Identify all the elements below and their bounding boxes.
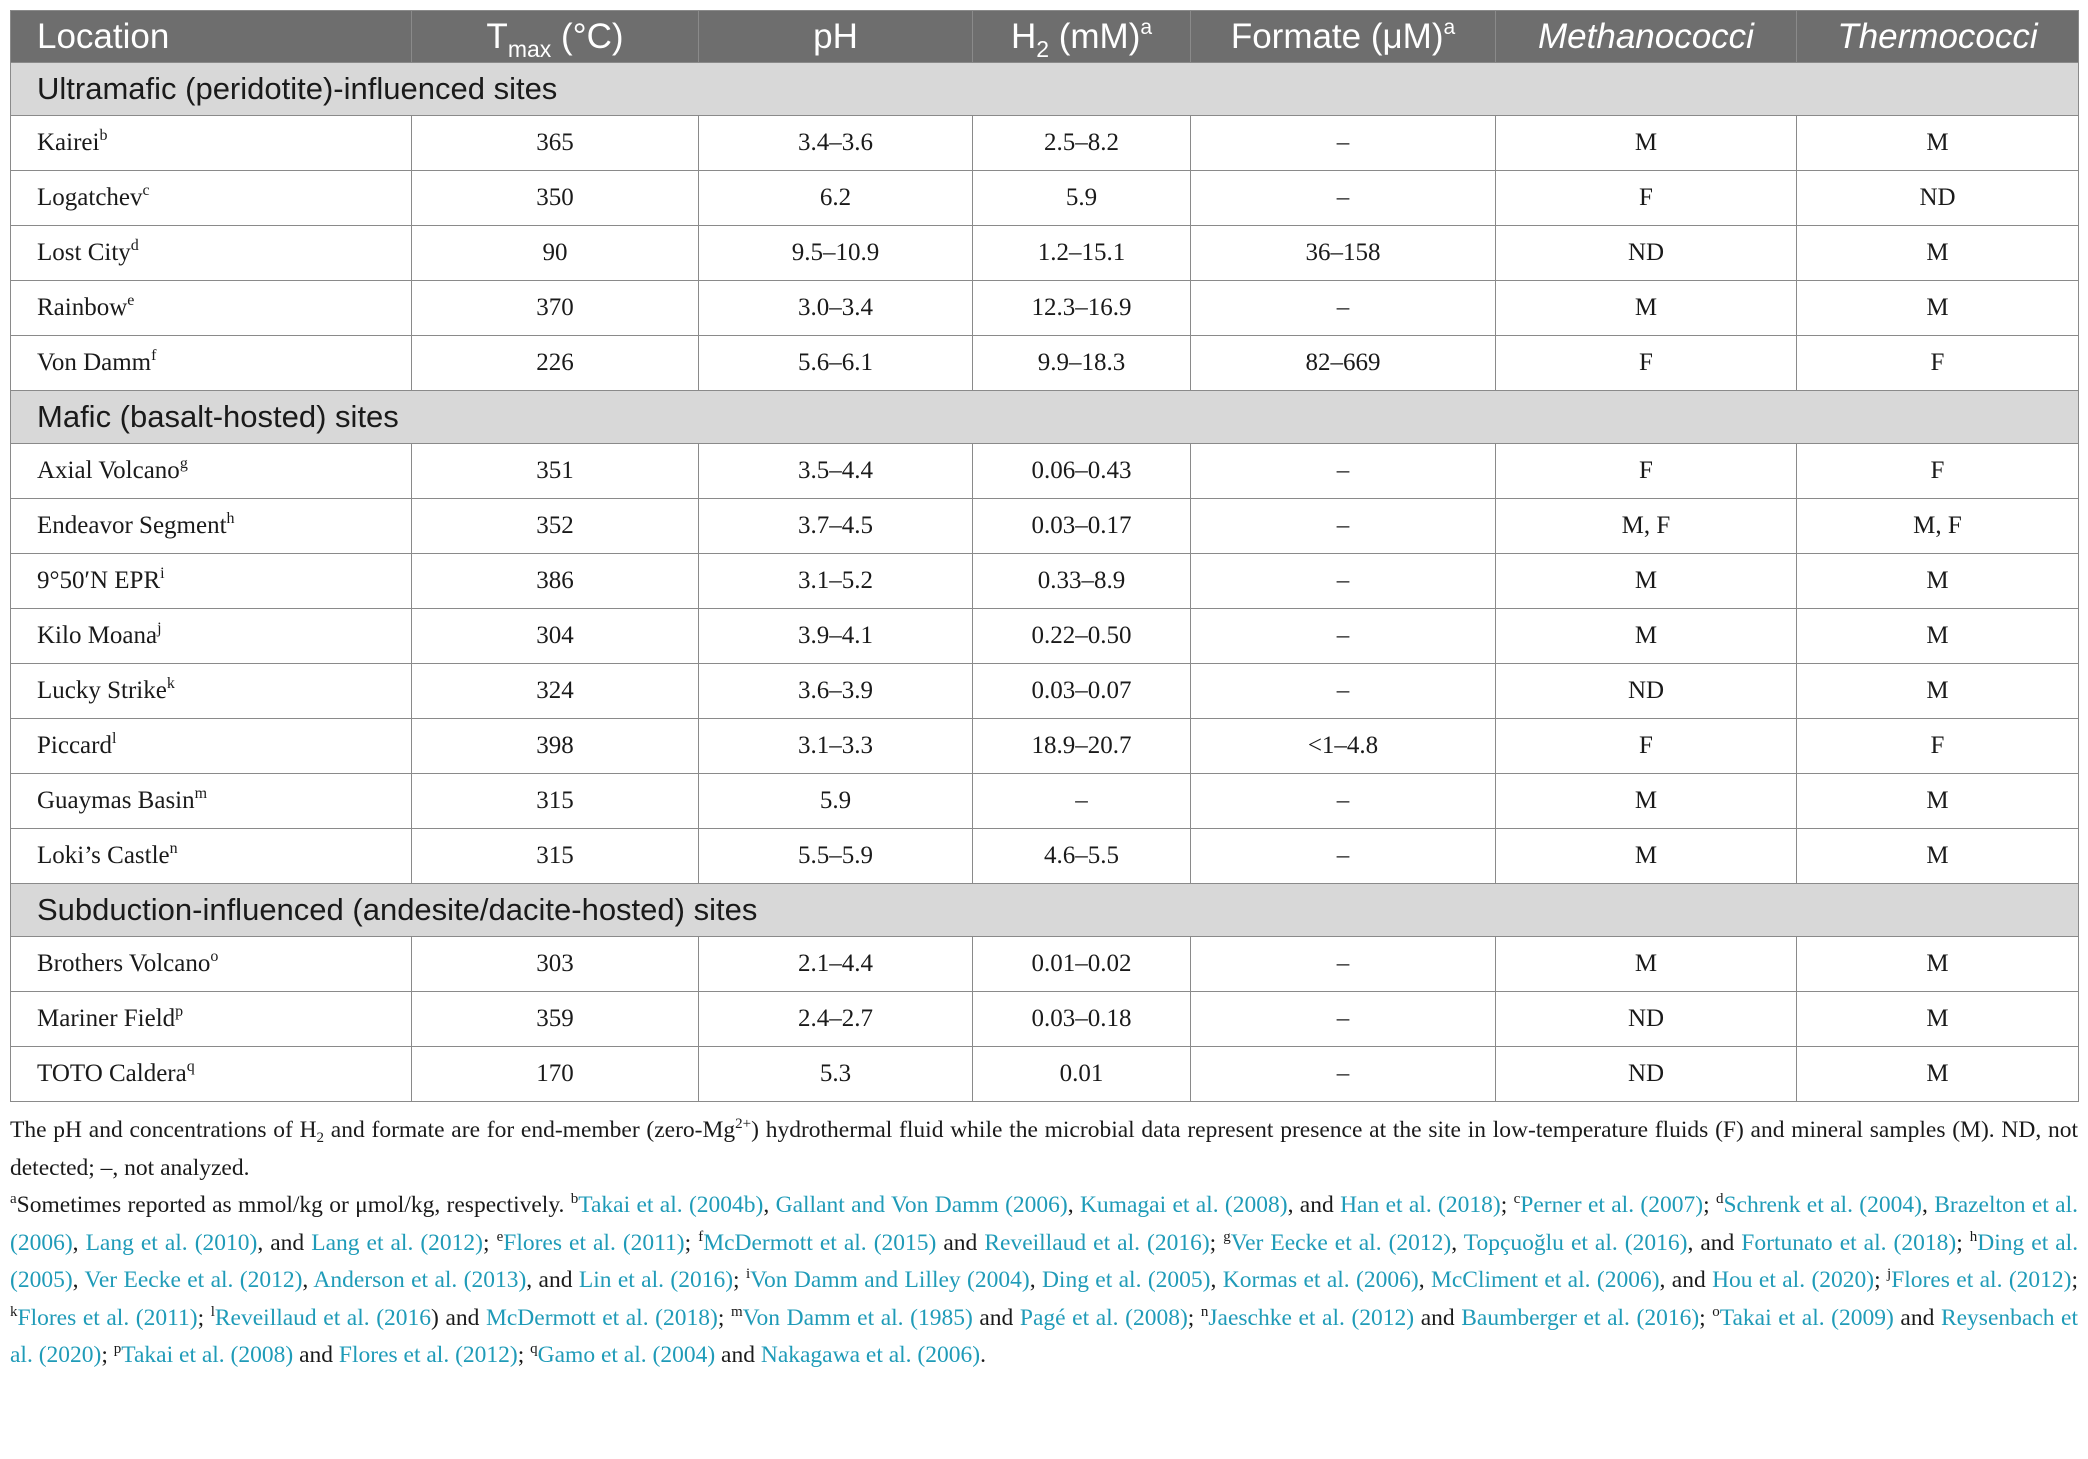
reference-link[interactable]: Fortunato et al. (2018) [1741, 1229, 1957, 1256]
cell-tmax: 315 [412, 774, 699, 829]
cell-methanococci: M [1496, 116, 1797, 171]
section-row [11, 391, 2079, 444]
reference-link[interactable]: Topçuoğlu et al. (2016) [1463, 1229, 1688, 1256]
footnote-text: , [763, 1192, 776, 1218]
cell-formate: – [1191, 609, 1496, 664]
cell-methanococci: M, F [1496, 499, 1797, 554]
cell-ph: 3.6–3.9 [699, 664, 973, 719]
cell-location [11, 937, 412, 992]
location-name: Von Damm [37, 349, 152, 376]
footnote-marker: h [226, 510, 235, 527]
footnote-marker: q [530, 1341, 538, 1357]
table-row [11, 336, 2079, 391]
cell-formate: – [1191, 554, 1496, 609]
footnote-text: ; [1703, 1192, 1716, 1218]
footnote-text: , and [257, 1229, 312, 1256]
section-row [11, 884, 2079, 937]
cell-ph: 6.2 [699, 171, 973, 226]
cell-methanococci: M [1496, 281, 1797, 336]
cell-ph: 9.5–10.9 [699, 226, 973, 281]
cell-ph: 5.3 [699, 1047, 973, 1102]
cell-h2: 5.9 [973, 171, 1191, 226]
cell-formate: <1–4.8 [1191, 719, 1496, 774]
footnote-marker: i [745, 1266, 751, 1282]
footnote-text: ) and [431, 1304, 486, 1331]
footnote-marker: j [1887, 1266, 1892, 1282]
cell-methanococci: F [1496, 444, 1797, 499]
footnote-text: The pH and concentrations of H [10, 1117, 317, 1143]
table-row [11, 774, 2079, 829]
reference-link[interactable]: Ding et al. (2005) [10, 1229, 2079, 1293]
cell-formate: – [1191, 992, 1496, 1047]
footnote-text: and [715, 1342, 761, 1368]
footnote-marker: m [730, 1303, 743, 1320]
cell-thermococci: M [1797, 992, 2079, 1047]
cell-ph: 2.4–2.7 [699, 992, 973, 1047]
location-name: Rainbow [37, 294, 128, 321]
footnote-marker: p [175, 1003, 184, 1020]
cell-tmax: 365 [412, 116, 699, 171]
cell-h2: – [973, 774, 1191, 829]
reference-link[interactable]: Flores et al. (2011) [17, 1304, 198, 1331]
cell-methanococci: F [1496, 336, 1797, 391]
footnote-text: , [72, 1229, 86, 1256]
cell-tmax: 352 [412, 499, 699, 554]
footnote-marker: n [1200, 1303, 1209, 1320]
cell-thermococci: F [1797, 444, 2079, 499]
footnote-references [10, 1187, 2078, 1375]
cell-location [11, 774, 412, 829]
reference-link[interactable]: Gallant and Von Damm (2006) [775, 1192, 1068, 1218]
footnote-text: ; [2071, 1267, 2079, 1293]
data-table [10, 10, 2079, 1102]
cell-ph: 5.6–6.1 [699, 336, 973, 391]
footnote-marker: g [1223, 1228, 1231, 1245]
footnote-marker: i [160, 565, 165, 582]
cell-thermococci: M [1797, 609, 2079, 664]
section-title: Mafic (basalt-hosted) sites [11, 391, 2079, 444]
cell-thermococci: M [1797, 774, 2079, 829]
reference-link[interactable]: Flores et al. (2012) [1891, 1267, 2072, 1293]
footnote-text: , and [526, 1267, 579, 1293]
footnote-text: ; [1956, 1229, 1970, 1256]
cell-thermococci: M, F [1797, 499, 2079, 554]
cell-location [11, 609, 412, 664]
cell-formate: – [1191, 171, 1496, 226]
cell-location [11, 992, 412, 1047]
cell-location [11, 719, 412, 774]
subscript: 2 [316, 1130, 325, 1146]
cell-h2: 0.03–0.18 [973, 992, 1191, 1047]
footnote-text: ; [717, 1304, 731, 1331]
cell-thermococci: M [1797, 281, 2079, 336]
footnote-text: and [936, 1229, 985, 1256]
col-header-tmax: $T_{max}$ (°C) [412, 11, 699, 63]
footnote-text: , [72, 1267, 85, 1293]
footnote-marker: k [10, 1303, 18, 1320]
location-name: Guaymas Basin [37, 787, 195, 814]
location-name: Kairei [37, 129, 100, 156]
cell-location [11, 499, 412, 554]
footnote-text: and [972, 1304, 1020, 1331]
cell-tmax: 350 [412, 171, 699, 226]
footnote-marker: l [111, 730, 117, 747]
cell-location [11, 829, 412, 884]
reference-link[interactable]: McDermott et al. (2018) [485, 1304, 718, 1331]
reference-link[interactable]: McDermott et al. (2015) [703, 1229, 937, 1256]
cell-methanococci: M [1496, 609, 1797, 664]
cell-tmax: 398 [412, 719, 699, 774]
cell-methanococci: M [1496, 774, 1797, 829]
footnote-text: Sometimes reported as mmol/kg or μmol/kg, respectively. [16, 1192, 571, 1218]
location-name: Piccard [37, 732, 112, 759]
cell-ph: 2.1–4.4 [699, 937, 973, 992]
cell-formate: – [1191, 829, 1496, 884]
cell-thermococci: M [1797, 829, 2079, 884]
cell-formate: – [1191, 281, 1496, 336]
footnote-marker: a [10, 1191, 17, 1207]
cell-location [11, 444, 412, 499]
footnote-marker: q [186, 1058, 195, 1075]
cell-tmax: 226 [412, 336, 699, 391]
footnote-marker: m [194, 785, 208, 802]
footnote-text: and [293, 1342, 339, 1368]
cell-location [11, 554, 412, 609]
table-row [11, 554, 2079, 609]
col-header-formate: Formate $(\mu M)^a$ [1191, 11, 1496, 63]
footnote-text: , [1067, 1192, 1080, 1218]
cell-formate: – [1191, 774, 1496, 829]
cell-location [11, 226, 412, 281]
reference-link[interactable]: Reveillaud et al. (2016) [984, 1229, 1210, 1256]
table-row [11, 444, 2079, 499]
header-row [11, 11, 2079, 63]
cell-methanococci: M [1496, 554, 1797, 609]
footnote-marker: e [127, 292, 135, 309]
cell-formate: – [1191, 664, 1496, 719]
cell-location [11, 1047, 412, 1102]
col-header-ph: pH [699, 11, 973, 63]
footnote-text: , [1029, 1267, 1042, 1293]
footnote-marker: h [1969, 1228, 1978, 1245]
cell-thermococci: F [1797, 336, 2079, 391]
reference-link[interactable]: Kumagai et al. (2008) [1079, 1192, 1288, 1218]
footnote-text: and [1893, 1304, 1941, 1331]
reference-link[interactable]: Ver Eecke et al. (2012) [84, 1267, 303, 1293]
table-row [11, 281, 2079, 336]
cell-ph: 5.5–5.9 [699, 829, 973, 884]
cell-formate: 36–158 [1191, 226, 1496, 281]
cell-methanococci: ND [1496, 992, 1797, 1047]
cell-h2: 0.01 [973, 1047, 1191, 1102]
cell-thermococci: M [1797, 664, 2079, 719]
cell-tmax: 351 [412, 444, 699, 499]
cell-formate: 82–669 [1191, 336, 1496, 391]
cell-h2: 0.22–0.50 [973, 609, 1191, 664]
reference-link[interactable]: Lang et al. (2010) [85, 1229, 258, 1256]
table-wrapper [10, 10, 2078, 1375]
reference-link[interactable]: Hou et al. (2020) [1712, 1267, 1875, 1293]
cell-formate: – [1191, 937, 1496, 992]
table-footnotes [10, 1112, 2078, 1375]
cell-thermococci: M [1797, 937, 2079, 992]
table-row [11, 829, 2079, 884]
table-row [11, 992, 2079, 1047]
cell-tmax: 90 [412, 226, 699, 281]
table-row [11, 609, 2079, 664]
footnote-marker: f [151, 347, 157, 364]
cell-tmax: 315 [412, 829, 699, 884]
footnote-marker: g [179, 455, 188, 472]
location-name: Endeavor Segment [37, 512, 227, 539]
reference-link[interactable]: Lang et al. (2012) [311, 1229, 484, 1256]
cell-tmax: 324 [412, 664, 699, 719]
location-name: Lost City [37, 239, 131, 266]
footnote-text: ; [483, 1229, 497, 1256]
reference-link[interactable]: Jaeschke et al. (2012) [1208, 1304, 1415, 1331]
reference-link[interactable]: Lin et al. (2016) [578, 1267, 734, 1293]
footnote-text: ; [1874, 1267, 1888, 1293]
reference-link[interactable]: Takai et al. (2004b) [578, 1192, 764, 1218]
footnote-text: , and [1287, 1192, 1341, 1218]
cell-methanococci: M [1496, 829, 1797, 884]
table-row [11, 171, 2079, 226]
footnote-text: ; [1187, 1304, 1201, 1331]
footnote-marker: k [166, 675, 175, 692]
footnote-text: , and [1659, 1267, 1713, 1293]
cell-h2: 0.33–8.9 [973, 554, 1191, 609]
cell-ph: 5.9 [699, 774, 973, 829]
footnote-marker: b [570, 1191, 579, 1207]
reference-link[interactable]: Schrenk et al. (2004) [1723, 1192, 1922, 1218]
footnote-text: ; [1500, 1192, 1514, 1218]
cell-formate: – [1191, 116, 1496, 171]
location-name: Loki’s Castle [37, 842, 170, 869]
col-header-thermococci: Thermococci [1797, 11, 2079, 63]
reference-link[interactable]: Flores et al. (2011) [503, 1229, 685, 1256]
cell-tmax: 386 [412, 554, 699, 609]
cell-h2: 12.3–16.9 [973, 281, 1191, 336]
col-header-location: Location [11, 11, 412, 63]
location-name: Lucky Strike [37, 677, 167, 704]
footnote-marker: o [210, 948, 219, 965]
cell-methanococci: M [1496, 937, 1797, 992]
cell-thermococci: ND [1797, 171, 2079, 226]
table-row [11, 937, 2079, 992]
cell-location [11, 171, 412, 226]
reference-link[interactable]: Nakagawa et al. (2006) [760, 1342, 981, 1368]
cell-thermococci: M [1797, 1047, 2079, 1102]
footnote-marker: f [698, 1228, 704, 1245]
col-header-h2: $H_2$ (mM)$^a$ [973, 11, 1191, 63]
cell-methanococci: ND [1496, 664, 1797, 719]
footnote-marker: 2+ [735, 1116, 752, 1132]
cell-ph: 3.7–4.5 [699, 499, 973, 554]
footnote-text: , and [1687, 1229, 1742, 1256]
reference-link[interactable]: Flores et al. (2012) [338, 1342, 518, 1368]
reference-link[interactable]: Von Damm et al. (1985) [742, 1304, 973, 1331]
cell-location [11, 281, 412, 336]
cell-thermococci: M [1797, 554, 2079, 609]
footnote-text: ; [733, 1267, 746, 1293]
table-row [11, 719, 2079, 774]
reference-link[interactable]: Han et al. (2018) [1340, 1192, 1501, 1218]
cell-ph: 3.5–4.4 [699, 444, 973, 499]
reference-link[interactable]: Ding et al. (2005) [1041, 1267, 1211, 1293]
cell-ph: 3.1–5.2 [699, 554, 973, 609]
reference-link[interactable]: Anderson et al. (2013) [313, 1267, 527, 1293]
footnote-text: ; [1209, 1229, 1224, 1256]
footnote-marker: o [1712, 1303, 1720, 1320]
cell-location [11, 664, 412, 719]
cell-thermococci: F [1797, 719, 2079, 774]
footnote-text: and [1414, 1304, 1462, 1331]
location-name: Logatchev [37, 184, 143, 211]
cell-h2: 1.2–15.1 [973, 226, 1191, 281]
reference-link[interactable]: Reysenbach et al. (2020) [10, 1304, 2079, 1368]
cell-h2: 2.5–8.2 [973, 116, 1191, 171]
table-row [11, 116, 2079, 171]
cell-h2: 0.01–0.02 [973, 937, 1191, 992]
section-title: Ultramafic (peridotite)-influenced sites [11, 63, 2079, 116]
reference-link[interactable]: McCliment et al. (2006) [1430, 1267, 1660, 1293]
cell-tmax: 370 [412, 281, 699, 336]
cell-thermococci: M [1797, 226, 2079, 281]
cell-h2: 18.9–20.7 [973, 719, 1191, 774]
footnote-marker: c [1513, 1191, 1521, 1207]
footnote-text: ; [684, 1229, 699, 1256]
reference-link[interactable]: Von Damm and Lilley (2004) [750, 1267, 1030, 1293]
location-name: Brothers Volcano [37, 950, 211, 977]
footnote-text: ; [1699, 1304, 1713, 1331]
footnote-description [10, 1112, 2078, 1187]
reference-link[interactable]: Perner et al. (2007) [1520, 1192, 1704, 1218]
cell-tmax: 170 [412, 1047, 699, 1102]
reference-link[interactable]: Takai et al. (2008) [121, 1342, 294, 1368]
footnote-marker: d [1715, 1191, 1724, 1207]
location-name: 9°50′N EPR [37, 567, 161, 594]
reference-link[interactable]: Ver Eecke et al. (2012) [1230, 1229, 1452, 1256]
reference-link[interactable]: Baumberger et al. (2016) [1461, 1304, 1700, 1331]
cell-ph: 3.9–4.1 [699, 609, 973, 664]
footnote-text: , [1921, 1192, 1935, 1218]
cell-location [11, 336, 412, 391]
footnote-marker: c [142, 182, 150, 199]
cell-h2: 9.9–18.3 [973, 336, 1191, 391]
footnote-marker: p [113, 1341, 122, 1357]
table-body [11, 63, 2079, 1102]
cell-ph: 3.1–3.3 [699, 719, 973, 774]
location-name: Mariner Field [37, 1005, 176, 1032]
section-row [11, 63, 2079, 116]
reference-link[interactable]: Brazelton et al. (2006) [10, 1192, 2079, 1256]
cell-methanococci: ND [1496, 226, 1797, 281]
footnote-text: ; [517, 1342, 531, 1368]
reference-link[interactable]: Reveillaud et al. (2016 [214, 1304, 432, 1331]
cell-thermococci: M [1797, 116, 2079, 171]
footnote-marker: b [99, 127, 108, 144]
footnote-text: ; [197, 1304, 211, 1331]
footnote-text: ) hydrothermal fluid while the microbial data represent presence at the site in low-temperature fluids (F) and mineral samples (M). ND, not detected; –, not analyzed. [10, 1117, 2079, 1181]
location-name: TOTO Caldera [37, 1060, 187, 1087]
reference-link[interactable]: Kormas et al. (2006) [1222, 1267, 1419, 1293]
table-row [11, 1047, 2079, 1102]
cell-formate: – [1191, 1047, 1496, 1102]
cell-formate: – [1191, 444, 1496, 499]
cell-h2: 0.06–0.43 [973, 444, 1191, 499]
location-name: Kilo Moana [37, 622, 158, 649]
footnote-marker: j [157, 620, 162, 637]
cell-tmax: 303 [412, 937, 699, 992]
reference-link[interactable]: Gamo et al. (2004) [537, 1342, 716, 1368]
footnote-text: ; [101, 1342, 114, 1368]
footnote-text: , [302, 1267, 314, 1293]
reference-link[interactable]: Pagé et al. (2008) [1019, 1304, 1188, 1331]
section-title: Subduction-influenced (andesite/dacite-hosted) sites [11, 884, 2079, 937]
footnote-marker: e [496, 1228, 504, 1245]
location-name: Axial Volcano [37, 457, 180, 484]
footnote-text: , [1210, 1267, 1223, 1293]
cell-h2: 0.03–0.17 [973, 499, 1191, 554]
table-row [11, 226, 2079, 281]
cell-tmax: 304 [412, 609, 699, 664]
footnote-marker: l [210, 1303, 215, 1320]
cell-location [11, 116, 412, 171]
footnote-marker: n [169, 840, 178, 857]
cell-ph: 3.0–3.4 [699, 281, 973, 336]
table-row [11, 499, 2079, 554]
footnote-text: , [1418, 1267, 1431, 1293]
reference-link[interactable]: Takai et al. (2009) [1719, 1304, 1894, 1331]
cell-h2: 0.03–0.07 [973, 664, 1191, 719]
table-row [11, 664, 2079, 719]
footnote-marker: d [130, 237, 139, 254]
cell-methanococci: F [1496, 171, 1797, 226]
cell-methanococci: ND [1496, 1047, 1797, 1102]
col-header-methanococci: Methanococci [1496, 11, 1797, 63]
cell-formate: – [1191, 499, 1496, 554]
cell-ph: 3.4–3.6 [699, 116, 973, 171]
cell-h2: 4.6–5.5 [973, 829, 1191, 884]
footnote-text: . [980, 1342, 986, 1368]
cell-tmax: 359 [412, 992, 699, 1047]
cell-methanococci: F [1496, 719, 1797, 774]
footnote-text: , [1451, 1229, 1464, 1256]
footnote-text: and formate are for end-member (zero-Mg [324, 1117, 736, 1143]
